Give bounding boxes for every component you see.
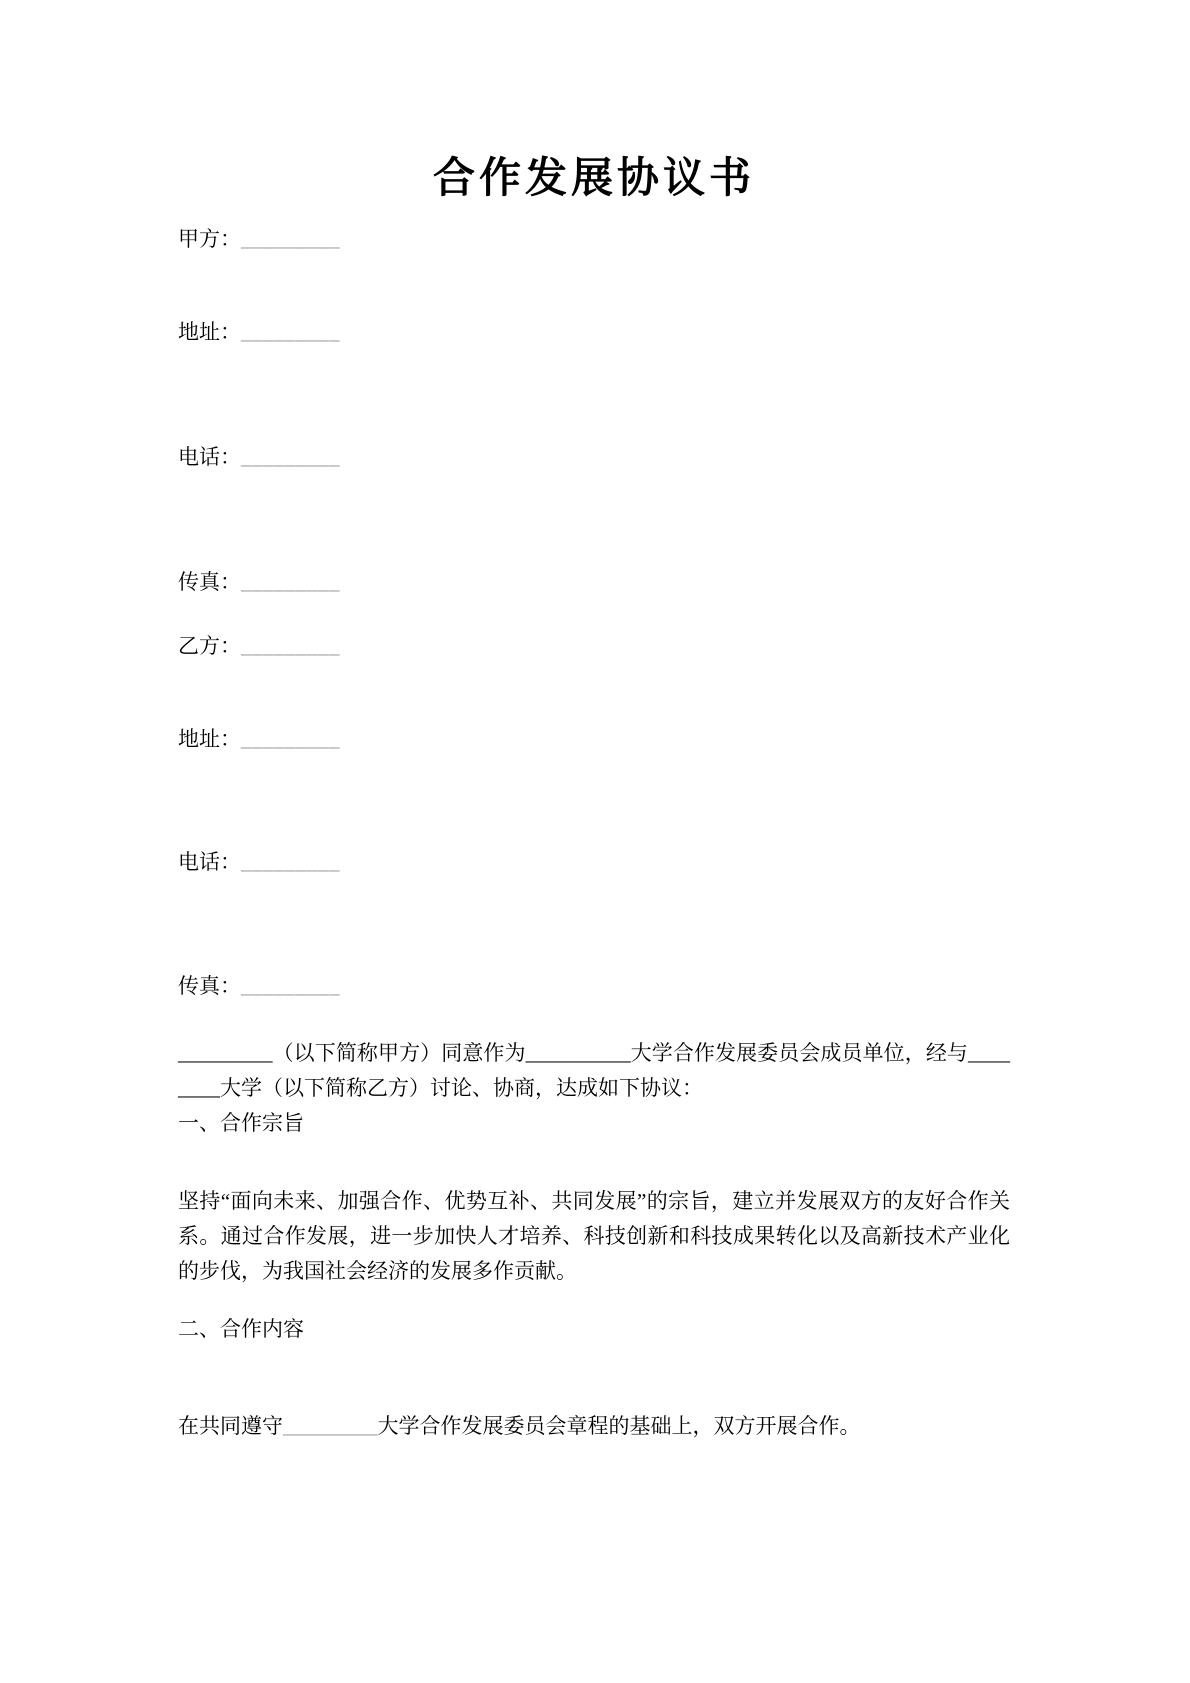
field-blank-line: _________ [241,570,340,594]
field-label: 地址： [178,320,241,344]
field-fax-b [178,971,1010,1002]
section-1-body: 坚持“面向未来、加强合作、优势互补、共同发展”的宗旨，建立并发展双方的友好合作关系。通过合作发展，进一步加快人才培养、科技创新和科技成果转化以及高新技术产业化的步伐，为我国社会经济的发展多作贡献。 [178,1189,1010,1283]
section-2-body-text: 在共同遵守 [178,1414,283,1438]
field-fax-a [178,567,1010,598]
field-address-a [178,317,1010,348]
section-2-body-text: 大学合作发展委员会章程的基础上，双方开展合作。 [377,1414,861,1438]
document-title: 合作发展协议书 [432,156,755,202]
field-label: 地址： [178,727,241,751]
field-phone-a [178,442,1010,473]
field-blank-line: _________ [241,974,340,998]
section-1-heading: 一、合作宗旨 [178,1111,304,1135]
field-phone-b [178,847,1010,878]
field-party-a [178,224,1010,255]
field-label: 传真： [178,570,241,594]
section-2-blank-line: _________ [283,1414,378,1438]
field-label: 甲方： [178,227,241,251]
field-label: 电话： [178,445,241,469]
field-party-b [178,631,1010,662]
field-blank-line: _________ [241,727,340,751]
section-2-heading: 二、合作内容 [178,1317,304,1341]
field-label: 电话： [178,850,241,874]
field-blank-line: _________ [241,320,340,344]
field-blank-line: _________ [241,227,340,251]
intro-paragraph: _________（以下简称甲方）同意作为__________大学合作发展委员会成员单位，经与____​____大学（以下简称乙方）讨论、协商，达成如下协议： [178,1041,1010,1100]
field-address-b [178,724,1010,755]
field-label: 传真： [178,974,241,998]
field-label: 乙方： [178,634,241,658]
section-2-body [178,1409,1010,1444]
field-blank-line: _________ [241,634,340,658]
field-blank-line: _________ [241,850,340,874]
field-blank-line: _________ [241,445,340,469]
